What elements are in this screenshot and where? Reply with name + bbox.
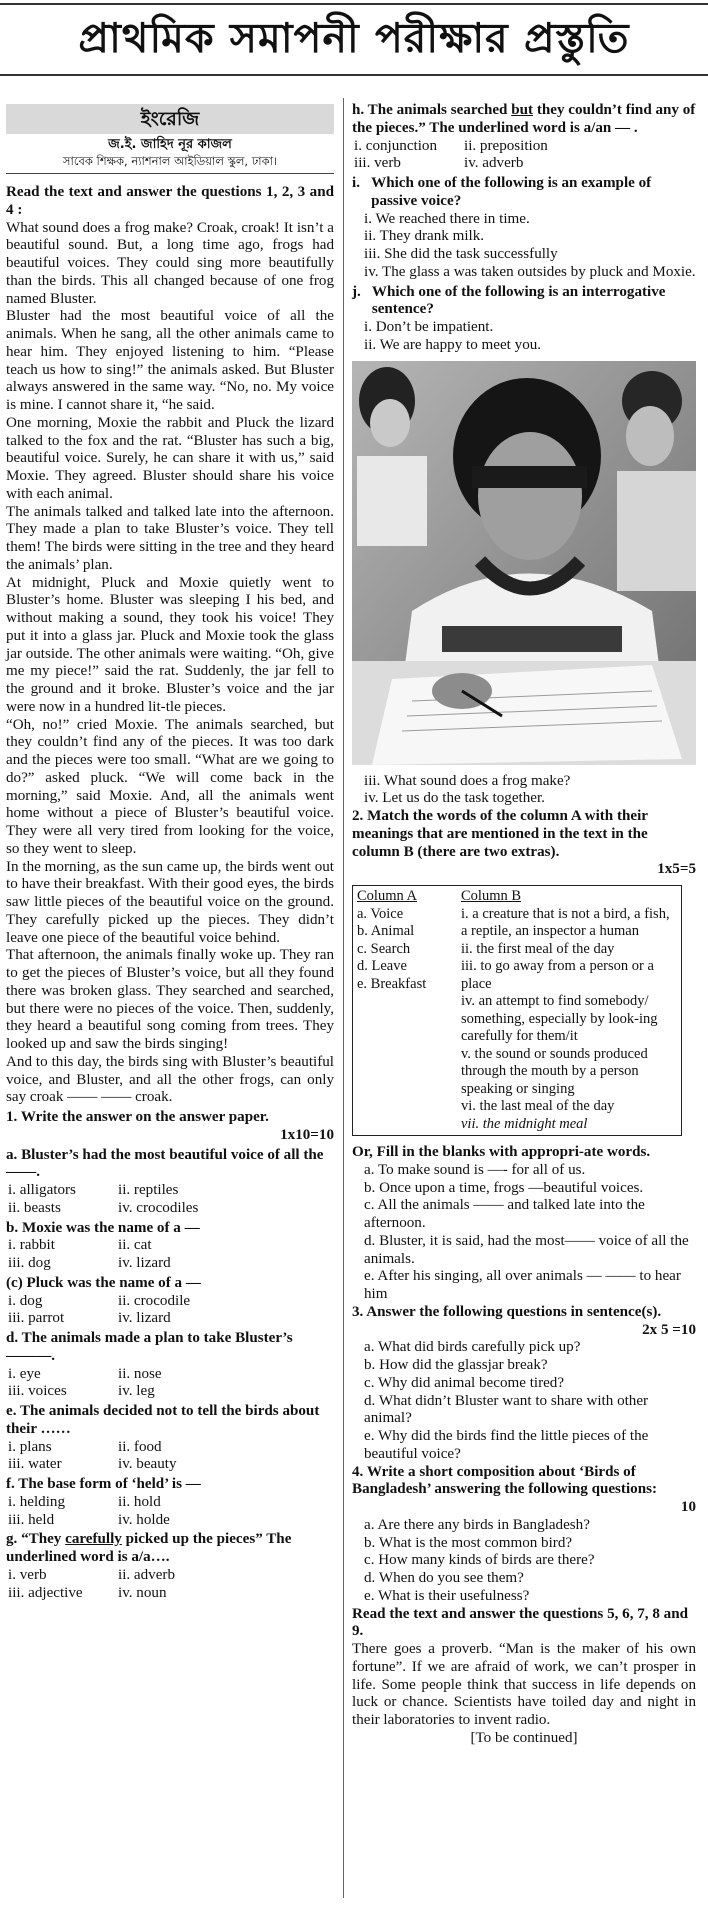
fill-title: Or, Fill in the blanks with appropri-ate words. — [352, 1144, 651, 1160]
option: iv. leg — [118, 1383, 155, 1400]
q3-item: d. What didn’t Bluster want to share with other animal? — [364, 1392, 649, 1427]
column-b-item: iii. to go away from a person or a place — [461, 958, 654, 992]
option: iv. beauty — [118, 1456, 177, 1473]
question-text: e. The animals decided not to tell the birds about their …… — [6, 1403, 320, 1437]
question-text: (c) Pluck was the name of a — — [6, 1274, 201, 1291]
option: iv. holde — [118, 1511, 170, 1528]
option: i. verb — [8, 1566, 47, 1583]
column-b-item: vii. the midnight meal — [461, 1115, 588, 1132]
column-b-head: Column B — [461, 888, 522, 904]
page-title: প্রাথমিক সমাপনী পরীক্ষার প্রস্তুতি — [78, 14, 630, 62]
story-paragraph: At midnight, Pluck and Moxie quietly went to Bluster’s home. Bluster was sleeping I his bed, and without making a sound, they took his voice! They put it into a glass jar. Pluck and Moxie took the glass jar outside. The other animals were waiting. “Oh, give me my piece!” said the rat. Suddenly, the jar fell to the ground and it broke. Bluster’s voice and the jar were now in a hundred lit-tle pieces. — [6, 574, 334, 715]
option: iii. parrot — [8, 1310, 65, 1327]
exam-photo — [352, 361, 696, 765]
option-row — [6, 1512, 334, 1530]
fill-item: e. After his singing, all over animals — —— to hear him — [364, 1268, 681, 1302]
students-writing-image — [352, 361, 696, 765]
option-row — [6, 1567, 334, 1585]
option-row — [6, 1237, 334, 1255]
q4-item: a. Are there any birds in Bangladesh? — [364, 1516, 590, 1533]
option-line: i. We reached there in time. — [364, 210, 530, 227]
author-name: জ.ই. জাহিদ নূর কাজল — [108, 137, 232, 152]
option-row — [6, 1383, 334, 1401]
option-row — [6, 1255, 334, 1273]
passage2-text: There goes a proverb. “Man is the maker of his own fortune”. If we are afraid of work, we can’t prosper in life. Some people think that success in life depends on luck or chance. Scientists have toiled day and night in their laboratories to invent radio. — [352, 1641, 696, 1728]
column-b-cell — [457, 886, 682, 1136]
option: ii. beasts — [8, 1199, 61, 1216]
q3-item: b. How did the glassjar break? — [364, 1357, 548, 1373]
fill-item: b. Once upon a time, frogs —beautiful voices. — [364, 1179, 644, 1196]
option: ii. nose — [118, 1365, 162, 1382]
option-row — [6, 1366, 334, 1384]
question-i-options — [352, 211, 696, 282]
column-b-items — [461, 906, 677, 1134]
story-text — [6, 220, 334, 1108]
top-rule — [0, 3, 708, 5]
continued-note: [To be continued] — [470, 1729, 578, 1746]
passage2-title: Read the text and answer the questions 5, 6, 7, 8 and 9. — [352, 1605, 689, 1640]
column-b-item: i. a creature that is not a bird, a fish, a reptile, an inspector a human — [461, 905, 670, 939]
column-b-item: ii. the first meal of the day — [461, 940, 615, 957]
question-text: a. Bluster’s had the most beautiful voice of all the ——. — [6, 1146, 324, 1181]
q4-item: d. When do you see them? — [364, 1570, 524, 1586]
left-column — [6, 104, 334, 1602]
question-text: g. “They carefully picked up the pieces” The underlined word is a/a…. — [6, 1531, 292, 1565]
option: i. plans — [8, 1438, 52, 1455]
option-row — [6, 1200, 334, 1218]
q3-item: e. Why did the birds find the little pieces of the beautiful voice? — [364, 1428, 649, 1462]
q4-item: e. What is their usefulness? — [364, 1587, 530, 1604]
story-paragraph: “Oh, no!” cried Moxie. The animals searched, but they couldn’t find any of the pieces. It was too dark and the pieces were too small. “What are we going to do?” asked pluck. “We will come back in the morning,” said Moxie. And, all the animals went home without a piece of Bluster’s beautiful voice. They were all very tired from looking for the voice, so they went to sleep. — [6, 716, 334, 857]
option: iii. held — [8, 1511, 55, 1528]
author-role: সাবেক শিক্ষক, ন্যাশনাল আইডিয়াল স্কুল, ঢাকা। — [6, 153, 334, 174]
column-a-item: d. Leave — [357, 958, 407, 974]
option: iii. voices — [8, 1383, 67, 1400]
column-b-item: iv. an attempt to find somebody/ something, especially by look-ing carefully for them/it — [461, 993, 658, 1044]
column-a-item: e. Breakfast — [357, 975, 427, 992]
option-row — [6, 1456, 334, 1474]
option: ii. crocodile — [118, 1292, 191, 1309]
column-a-cell — [353, 886, 458, 1136]
option-row — [6, 1585, 334, 1603]
q4-marks: 10 — [680, 1499, 696, 1515]
q1-title: 1. Write the answer on the answer paper. — [6, 1109, 269, 1125]
story-paragraph: That afternoon, the animals finally woke up. They ran to get the pieces of Bluster’s voice, but all they found there was broken glass. They searched and searched, but there were no pieces of the voice. Then, suddenly, they heard a beautiful song coming from trees. They looked up and saw the birds singing! — [6, 947, 334, 1052]
matching-table — [352, 885, 682, 1136]
option: iv. adverb — [464, 155, 524, 172]
q3-item: c. Why did animal become tired? — [364, 1374, 565, 1391]
q3-marks: 2x 5 =10 — [642, 1321, 696, 1338]
question-j-options — [352, 319, 696, 355]
question-text: d. The animals made a plan to take Bluster’s———. — [6, 1330, 293, 1364]
option-line: i. Don’t be impatient. — [364, 319, 494, 335]
right-column — [352, 100, 696, 1748]
q1-items — [6, 1147, 334, 1603]
column-a-item: c. Search — [357, 940, 411, 957]
story-paragraph: Bluster had the most beautiful voice of all the animals. When he sang, all the other animals came to hear him. They enjoyed listening to him. “Please teach us how to sing!” the animals asked. But Bluster always answered in the same way. “No, no. My voice is mine. I cannot share it, “he said. — [6, 308, 334, 413]
q4-item: c. How many kinds of birds are there? — [364, 1552, 595, 1569]
option: ii. adverb — [118, 1566, 175, 1583]
question-j-options-cont — [352, 773, 696, 809]
option: i. conjunction — [354, 137, 438, 154]
q2-title: 2. Match the words of the column A with their meanings that are mentioned in the text in the column B (there are two extras). — [352, 808, 648, 860]
option-line: iii. She did the task successfully — [364, 246, 558, 262]
option-row — [6, 1182, 334, 1200]
fill-item: d. Bluster, it is said, had the most—— voice of all the animals. — [364, 1232, 689, 1267]
question-text: f. The base form of ‘held’ is — — [6, 1476, 201, 1492]
question-text: b. Moxie was the name of a — — [6, 1219, 200, 1236]
option-line: iv. The glass a was taken outsides by pluck and Moxie. — [364, 263, 696, 280]
q1-header — [6, 1109, 334, 1127]
option-line: ii. They drank milk. — [364, 228, 485, 245]
option: iii. water — [8, 1456, 62, 1473]
option-row — [6, 1439, 334, 1457]
q4-item: b. What is the most common bird? — [364, 1534, 573, 1551]
column-a-item: a. Voice — [357, 905, 404, 922]
question-i: i. Which one of the following is an example of passive voice? — [352, 175, 652, 209]
option: iii. verb — [354, 155, 401, 172]
option: iii. dog — [8, 1255, 51, 1271]
q3-title: 3. Answer the following questions in sentence(s). — [352, 1303, 662, 1320]
story-paragraph: The animals talked and talked late into the afternoon. They made a plan to take Bluster’s voice. They tell them! The birds were sitting in the tree and they heard the animals’ plan. — [6, 503, 334, 573]
q3-items — [352, 1339, 696, 1463]
option: iv. crocodiles — [118, 1199, 199, 1216]
option: iv. lizard — [118, 1310, 171, 1327]
underlined-word: but — [511, 102, 534, 118]
q3-item: a. What did birds carefully pick up? — [364, 1339, 581, 1356]
story-paragraph: In the morning, as the sun came up, the birds went out to have their breakfast. With their good eyes, the birds saw little pieces of the beautiful voice on the ground. They carefully picked up the pieces. They didn’t leave one piece of the beautiful voice behind. — [6, 858, 334, 946]
underlined-word: carefully — [65, 1531, 122, 1548]
column-a-item: b. Animal — [357, 923, 415, 939]
option: ii. hold — [118, 1493, 161, 1510]
story-paragraph: What sound does a frog make? Croak, croak! It isn’t a beautiful sound. But, a long time ago, frogs had beautiful voices. They could sing more beautifully than the birds. This all changed because of one frog named Bluster. — [6, 219, 334, 307]
q4-title: 4. Write a short composition about ‘Birds of Bangladesh’ answering the following questions: — [352, 1463, 657, 1498]
option: i. helding — [8, 1493, 66, 1510]
column-b-item: v. the sound or sounds produced through the mouth by a person speaking or singing — [461, 1045, 648, 1097]
fill-item: a. To make sound is —- for all of us. — [364, 1161, 586, 1178]
option: iii. adjective — [8, 1584, 83, 1601]
q2-header — [352, 808, 696, 861]
question-text: h. The animals searched but they couldn’t find any of the pieces.” The underlined word is a/an — . — [352, 102, 696, 136]
story-paragraph: And to this day, the birds sing with Bluster’s beautiful voice, and Bluster, and all the other frogs, can only say croak —— —— croak. — [6, 1053, 334, 1106]
option-row — [352, 138, 696, 156]
option: ii. preposition — [464, 137, 548, 154]
option-line: iii. What sound does a frog make? — [364, 772, 571, 789]
q4-items — [352, 1517, 696, 1606]
option-row — [6, 1293, 334, 1311]
column-b-item: vi. the last meal of the day — [461, 1098, 615, 1114]
column-divider — [343, 98, 344, 1898]
story-intro: Read the text and answer the questions 1, 2, 3 and 4 : — [6, 184, 334, 218]
question-j: j. Which one of the following is an interrogative sentence? — [352, 283, 666, 318]
option-row — [352, 155, 696, 173]
option: i. rabbit — [8, 1237, 55, 1254]
column-a-items — [357, 906, 453, 994]
option: i. alligators — [8, 1182, 76, 1198]
option: iv. noun — [118, 1584, 167, 1601]
q2-marks: 1x5=5 — [657, 861, 696, 878]
subject-label: ইংরেজি — [6, 104, 334, 134]
option: ii. food — [118, 1438, 162, 1455]
story-paragraph: One morning, Moxie the rabbit and Pluck the lizard talked to the fox and the rat. “Bluster has such a big, beautiful voice. Surely, he can share it with us,” said Moxie. They agreed. Bluster should share his voice with each animal. — [6, 414, 334, 502]
option-line: iv. Let us do the task together. — [364, 790, 545, 807]
fill-items — [352, 1162, 696, 1304]
q1-marks: 1x10=10 — [280, 1126, 334, 1143]
option: i. dog — [8, 1292, 43, 1309]
option: ii. cat — [118, 1237, 152, 1254]
option: i. eye — [8, 1365, 41, 1382]
header-rule — [0, 74, 708, 76]
option-row — [6, 1494, 334, 1512]
column-a-head: Column A — [357, 888, 418, 904]
option: iv. lizard — [118, 1255, 171, 1271]
option-row — [6, 1310, 334, 1328]
option: ii. reptiles — [118, 1182, 179, 1198]
question-h — [352, 102, 696, 173]
option-line: ii. We are happy to meet you. — [364, 336, 542, 353]
fill-item: c. All the animals —— and talked late into the afternoon. — [364, 1197, 645, 1231]
